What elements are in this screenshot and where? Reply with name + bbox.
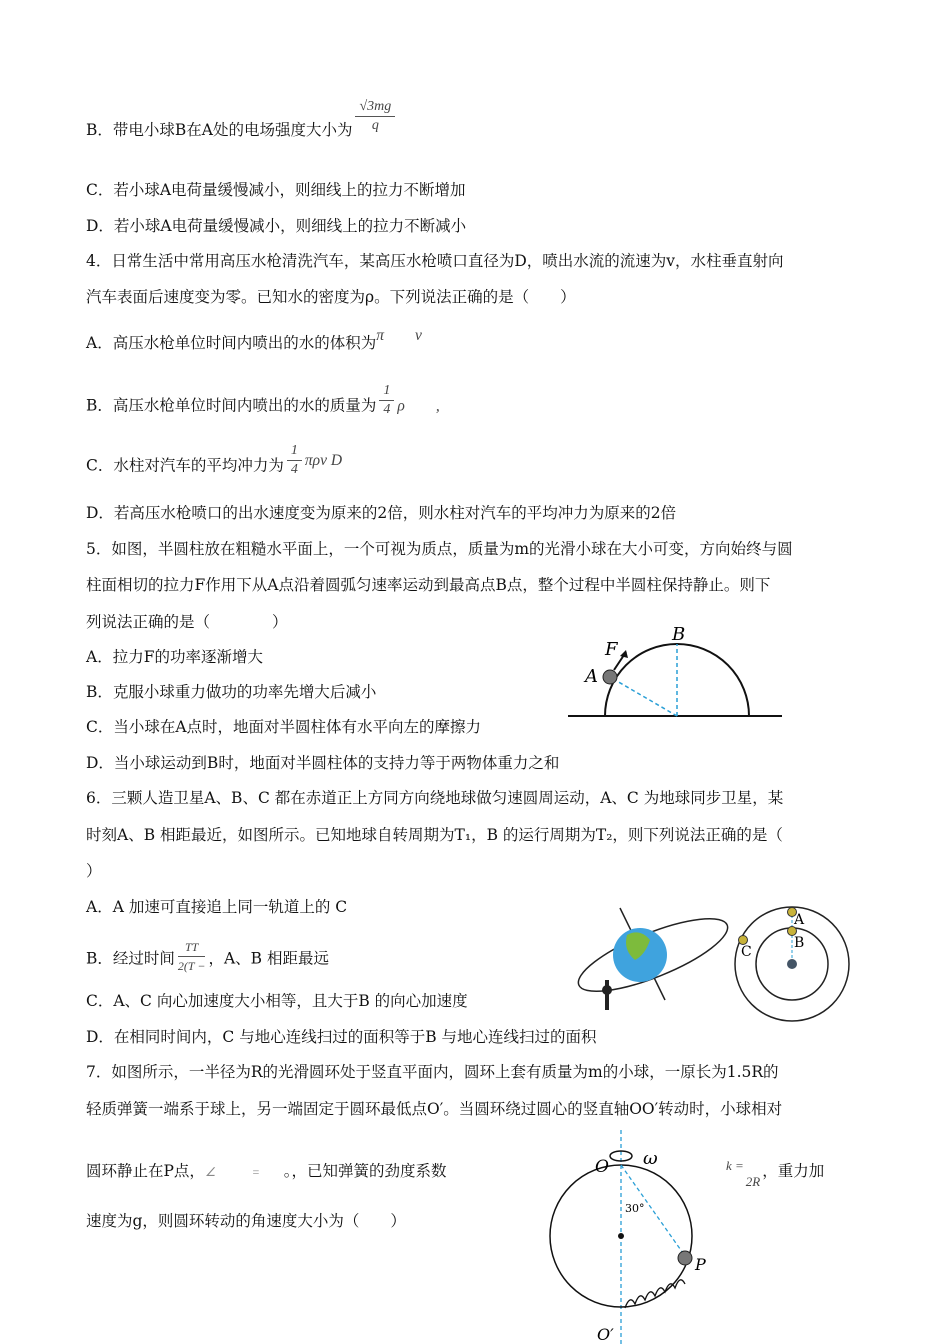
formula <box>178 938 206 975</box>
q7-stem-3-right <box>726 1158 825 1189</box>
q5-stem-1: 5．如图，半圆柱放在粗糙水平面上，一个可视为质点，质量为m的光滑小球在大小可变，方向始终与圆 <box>86 540 793 558</box>
q6-stem-3: ） <box>86 862 102 880</box>
q5-option-b: B．克服小球重力做功的功率先增大后减小 <box>86 683 377 701</box>
label-omega: ω <box>643 1148 658 1169</box>
option-text: B．带电小球B在A处的电场强度大小为 <box>86 121 353 139</box>
q7-ring-figure <box>545 1130 715 1344</box>
formula-numerator: 1 <box>379 382 394 401</box>
radius-to-a <box>610 677 677 716</box>
label-angle: 30° <box>625 1202 645 1215</box>
option-text: B．高压水枪单位时间内喷出的水的质量为 <box>86 396 377 415</box>
label-a: A <box>794 912 805 928</box>
q5-option-d: D．当小球运动到B时，地面对半圆柱体的支持力等于两物体重力之和 <box>86 754 560 772</box>
q5-stem-3: 列说法正确的是（ ） <box>86 613 288 631</box>
ball <box>603 670 617 684</box>
formula-denominator: 4 <box>383 402 391 417</box>
q5-option-a: A．拉力F的功率逐渐增大 <box>86 648 263 666</box>
formula-numerator: 1 <box>287 442 302 461</box>
label-o: O <box>595 1157 609 1177</box>
formula-denominator: 2R <box>745 1174 761 1189</box>
earth-small-icon <box>787 959 797 969</box>
spring <box>625 1280 685 1308</box>
label-c: C <box>741 944 752 960</box>
q6-option-c: C．A、C 向心加速度大小相等，且大于B 的向心加速度 <box>86 992 468 1010</box>
q7-stem-4: 速度为g，则圆环转动的角速度大小为（ ） <box>86 1212 406 1230</box>
formula-denominator: 2(T − <box>177 959 206 973</box>
formula-denominator: q <box>371 117 379 133</box>
q3-option-c: C．若小球A电荷量缓慢减小，则细线上的拉力不断增加 <box>86 181 466 199</box>
q4-stem-2: 汽车表面后速度变为零。已知水的密度为ρ。下列说法正确的是（ ） <box>86 288 576 306</box>
q4-stem-1: 4．日常生活中常用高压水枪清洗汽车，某高压水枪喷口直径为D，喷出水流的流速为v，水柱垂直射向 <box>86 252 784 270</box>
q4-option-b <box>86 383 440 419</box>
stem-text-tail: 。，已知弹簧的劲度系数 <box>283 1162 447 1180</box>
option-text: A．高压水枪单位时间内喷出的水的体积为 <box>86 334 377 352</box>
q5-semicircle-figure <box>560 620 790 725</box>
formula <box>287 442 302 479</box>
q7-stem-1: 7．如图所示，一半径为R的光滑圆环处于竖直平面内，圆环上套有质量为m的小球，一原长为1.5R的 <box>86 1063 779 1081</box>
q7-stem-2: 轻质弹簧一端系于球上，另一端固定于圆环最低点O′。当圆环绕过圆心的竖直轴OO′转动时，小球相对 <box>86 1100 783 1118</box>
arrow-head <box>620 650 628 658</box>
formula: ∠ = <box>204 1165 284 1179</box>
q4-option-d: D．若高压水枪喷口的出水速度变为原来的2倍，则水柱对汽车的平均冲力为原来的2倍 <box>86 504 677 522</box>
formula <box>355 98 395 135</box>
formula: πρv D <box>304 451 343 469</box>
label-b: B <box>794 935 805 951</box>
q6-option-a: A．A 加速可直接追上同一轨道上的 C <box>86 898 348 916</box>
option-text-tail: ，A、B 相距最远 <box>208 949 329 968</box>
label-f: F <box>605 639 618 660</box>
formula <box>379 382 394 419</box>
q5-stem-2: 柱面相切的拉力F作用下从A点沿着圆弧匀速率运动到最高点B点，整个过程中半圆柱保持静止。则下 <box>86 576 771 594</box>
formula-numerator: TT <box>178 938 206 957</box>
formula: π v <box>376 327 422 344</box>
satellite-body <box>602 985 612 995</box>
label-p: P <box>695 1255 706 1274</box>
label-a: A <box>585 666 598 687</box>
option-text: C．水柱对汽车的平均冲力为 <box>86 456 284 475</box>
stem-text: 圆环静止在P点， <box>86 1162 205 1180</box>
stem-text-tail: ，重力加 <box>762 1162 825 1180</box>
formula: k = <box>726 1158 744 1173</box>
q7-stem-3 <box>86 1161 447 1182</box>
q6-option-b <box>86 940 329 975</box>
q6-satellite-figure <box>565 900 860 1030</box>
ball-p <box>678 1251 692 1265</box>
q3-option-d: D．若小球A电荷量缓慢减小，则细线上的拉力不断减小 <box>86 217 467 235</box>
q6-option-d: D．在相同时间内，C 与地心连线扫过的面积等于B 与地心连线扫过的面积 <box>86 1028 597 1046</box>
q3-option-b <box>86 98 398 140</box>
q6-stem-1: 6．三颗人造卫星A、B、C 都在赤道正上方同方向绕地球做匀速圆周运动，A、C 为地球同步卫星，某 <box>86 789 784 807</box>
formula-denominator: 4 <box>290 462 298 477</box>
q5-option-c: C．当小球在A点时，地面对半圆柱体有水平向左的摩擦力 <box>86 718 482 736</box>
q4-option-a <box>86 327 422 354</box>
q4-option-c <box>86 443 343 479</box>
label-o-prime: O′ <box>597 1325 614 1344</box>
option-text: B．经过时间 <box>86 949 175 968</box>
q6-stem-2: 时刻A、B 相距最近，如图所示。已知地球自转周期为T₁，B 的运行周期为T₂，则下列说法正确的是（ <box>86 826 783 844</box>
center-dot <box>618 1233 624 1239</box>
label-b: B <box>672 624 686 645</box>
formula: ρ , <box>397 397 440 415</box>
formula-numerator: √3mg <box>355 98 395 117</box>
